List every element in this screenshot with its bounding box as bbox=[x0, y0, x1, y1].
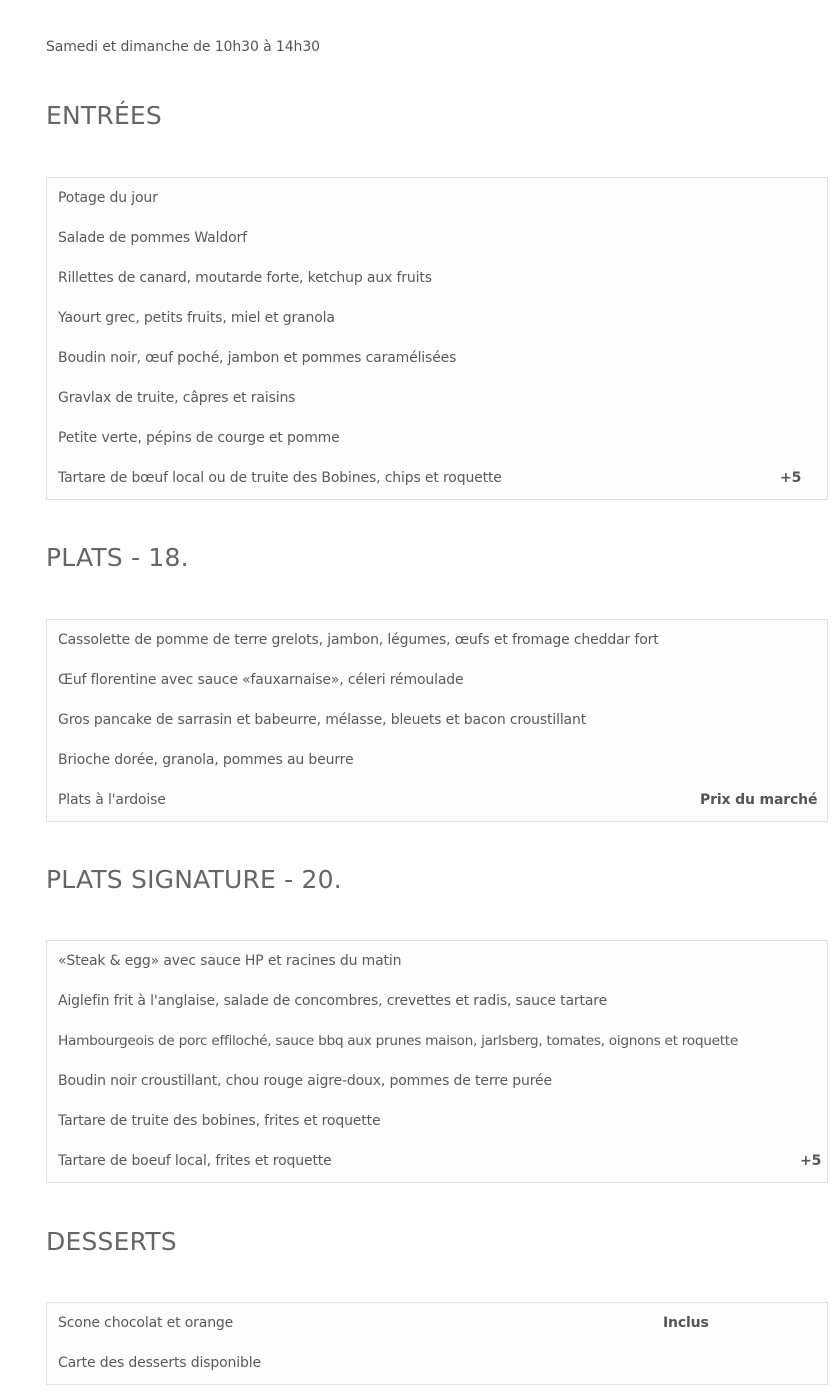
menu-item-name: Yaourt grec, petits fruits, miel et granola bbox=[58, 310, 335, 326]
menu-item bbox=[47, 787, 827, 827]
menu-item-name: Salade de pommes Waldorf bbox=[58, 230, 247, 246]
menu-item-name: Œuf florentine avec sauce «fauxarnaise», céleri rémoulade bbox=[58, 672, 464, 688]
menu-item-name: Tartare de truite des bobines, frites et roquette bbox=[58, 1113, 381, 1129]
menu-list-plats-signature bbox=[46, 940, 828, 1183]
menu-item-name: Scone chocolat et orange bbox=[58, 1315, 234, 1331]
menu-item-name: «Steak & egg» avec sauce HP et racines du matin bbox=[58, 953, 402, 969]
menu-item bbox=[47, 667, 827, 707]
menu-item bbox=[47, 988, 827, 1028]
menu-item-name: Plats à l'ardoise bbox=[58, 792, 166, 808]
menu-item bbox=[47, 1108, 827, 1148]
menu-item bbox=[47, 345, 827, 385]
section-title-plats-signature: PLATS SIGNATURE - 20. bbox=[46, 865, 342, 894]
menu-item-name: Gravlax de truite, câpres et raisins bbox=[58, 390, 296, 406]
menu-item bbox=[47, 707, 827, 747]
service-hours: Samedi et dimanche de 10h30 à 14h30 bbox=[46, 39, 320, 55]
menu-item bbox=[47, 225, 827, 265]
menu-item bbox=[47, 948, 827, 988]
menu-list-plats bbox=[46, 619, 828, 822]
menu-item bbox=[47, 425, 827, 465]
menu-item bbox=[47, 185, 827, 225]
menu-item bbox=[47, 465, 827, 505]
menu-item bbox=[47, 1148, 827, 1188]
section-title-desserts: DESSERTS bbox=[46, 1227, 177, 1256]
menu-item-name: Carte des desserts disponible bbox=[58, 1355, 261, 1371]
menu-item-name: Aiglefin frit à l'anglaise, salade de concombres, crevettes et radis, sauce tartare bbox=[58, 993, 608, 1009]
menu-item bbox=[47, 265, 827, 305]
menu-item bbox=[47, 1068, 827, 1108]
section-title-plats: PLATS - 18. bbox=[46, 543, 189, 572]
menu-item bbox=[47, 747, 827, 787]
menu-item-name: Hambourgeois de porc effiloché, sauce bbq aux prunes maison, jarlsberg, tomates, oignons et roquette bbox=[58, 1033, 738, 1049]
menu-item-price: Inclus bbox=[663, 1315, 709, 1331]
menu-item-name: Cassolette de pomme de terre grelots, jambon, légumes, œufs et fromage cheddar fort bbox=[58, 632, 659, 648]
menu-item bbox=[47, 1310, 827, 1350]
menu-item-name: Gros pancake de sarrasin et babeurre, mélasse, bleuets et bacon croustillant bbox=[58, 712, 587, 728]
menu-item-name: Petite verte, pépins de courge et pomme bbox=[58, 430, 340, 446]
menu-item bbox=[47, 305, 827, 345]
menu-list-desserts bbox=[46, 1302, 828, 1385]
menu-item-price: +5 bbox=[800, 1153, 822, 1169]
menu-item-name: Tartare de boeuf local, frites et roquette bbox=[58, 1153, 332, 1169]
menu-item bbox=[47, 627, 827, 667]
menu-item bbox=[47, 1028, 827, 1068]
menu-item-price: Prix du marché bbox=[700, 792, 818, 808]
menu-item-price: +5 bbox=[780, 470, 802, 486]
menu-item bbox=[47, 385, 827, 425]
menu-item-name: Boudin noir, œuf poché, jambon et pommes caramélisées bbox=[58, 350, 457, 366]
menu-item-name: Boudin noir croustillant, chou rouge aigre-doux, pommes de terre purée bbox=[58, 1073, 552, 1089]
menu-list-entrees bbox=[46, 177, 828, 500]
menu-item-name: Rillettes de canard, moutarde forte, ketchup aux fruits bbox=[58, 270, 432, 286]
menu-item bbox=[47, 1350, 827, 1390]
menu-item-name: Potage du jour bbox=[58, 190, 158, 206]
section-title-entrees: ENTRÉES bbox=[46, 101, 162, 130]
menu-item-name: Tartare de bœuf local ou de truite des Bobines, chips et roquette bbox=[58, 470, 502, 486]
menu-item-name: Brioche dorée, granola, pommes au beurre bbox=[58, 752, 354, 768]
